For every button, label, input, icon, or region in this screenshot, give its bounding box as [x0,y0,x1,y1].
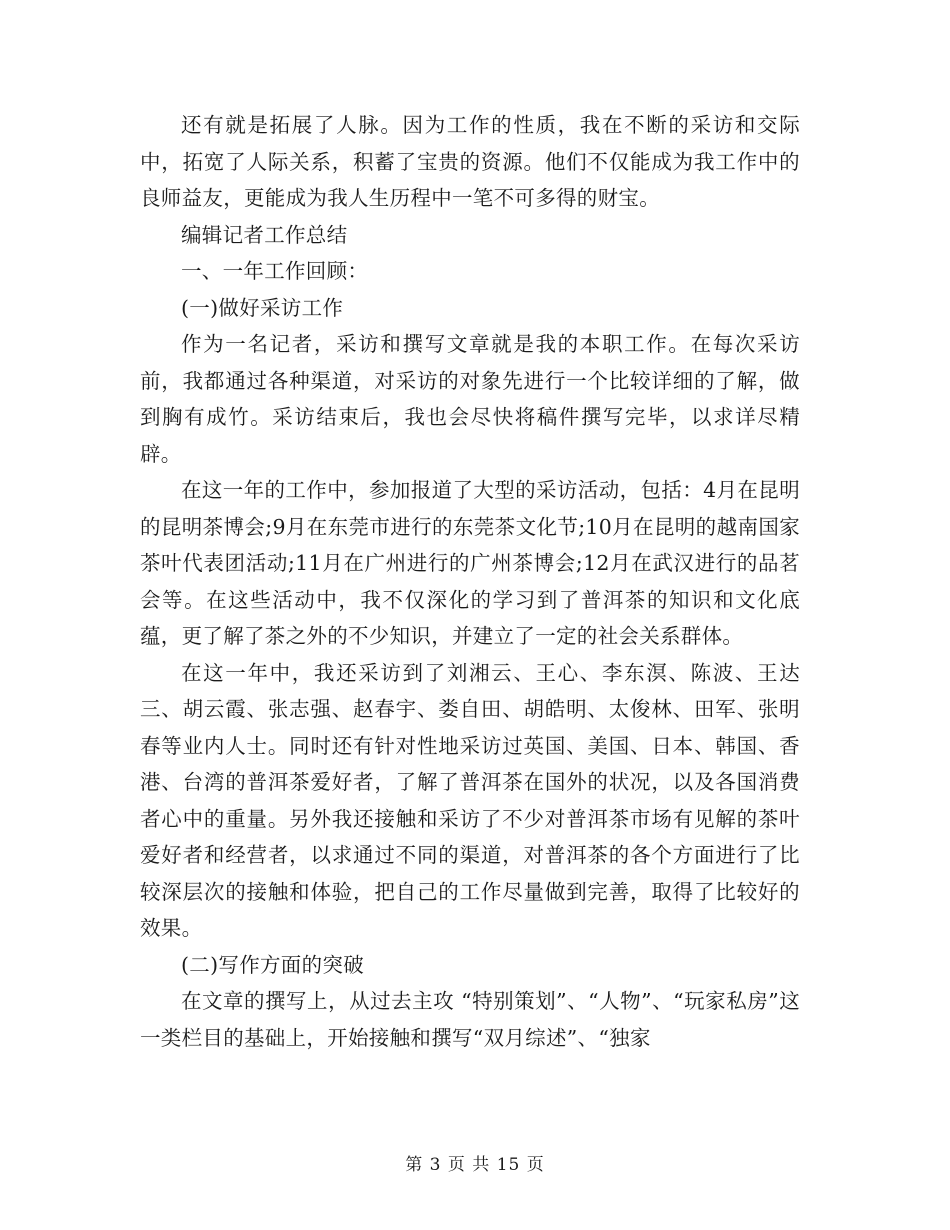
section-title: 编辑记者工作总结 [181,222,348,247]
paragraph-network: 还有就是拓展了人脉。因为工作的性质，我在不断的采访和交际中，拓宽了人际关系，积蓄了宝贵的资源。他们不仅能成为我工作中的良师益友，更能成为我人生历程中一笔不可多得的财宝。 [140,113,800,210]
page-footer [0,1153,950,1177]
heading-year-review: 一、一年工作回顾： [181,259,369,283]
subheading-writing-breakthrough: (二)写作方面的突破 [181,952,364,977]
page-number-label: 第 3 页 共 15 页 [405,1155,545,1175]
paragraph-writing: 在文章的撰写上，从过去主攻 “特别策划”、“人物”、“玩家私房”这一类栏目的基础上，开始接触和撰写“双月综述”、“独家 [140,989,800,1050]
paragraph-reporter-duty: 作为一名记者，采访和撰写文章就是我的本职工作。在每次采访前，我都通过各种渠道，对采访的对象先进行一个比较详细的了解，做到胸有成竹。采访结束后，我也会尽快将稿件撰写完毕，以求详尽精辟。 [140,332,800,466]
paragraph-interviewees: 在这一年中，我还采访到了刘湘云、王心、李东溟、陈波、王达三、胡云霞、张志强、赵春宇、娄自田、胡皓明、太俊林、田军、张明春等业内人士。同时还有针对性地采访过英国、美国、日本、韩国、香港、台湾的普洱茶爱好者，了解了普洱茶在国外的状况，以及各国消费者心中的重量。另外我还接触和采访了不少对普洱茶市场有见解的茶叶爱好者和经营者，以求通过不同的渠道，对普洱茶的各个方面进行了比较深层次的接触和体验，把自己的工作尽量做到完善，取得了比较好的效果。 [140,660,800,940]
subheading-interview-work: (一)做好采访工作 [181,295,344,320]
document-body [140,107,800,1056]
paragraph-events: 在这一年的工作中，参加报道了大型的采访活动，包括：4月在昆明的昆明茶博会;9月在东莞市进行的东莞茶文化节;10月在昆明的越南国家茶叶代表团活动;11月在广州进行的广州茶博会;12月在武汉进行的品茗会等。在这些活动中，我不仅深化的学习到了普洱茶的知识和文化底蕴，更了解了茶之外的不少知识，并建立了一定的社会关系群体。 [140,478,800,648]
